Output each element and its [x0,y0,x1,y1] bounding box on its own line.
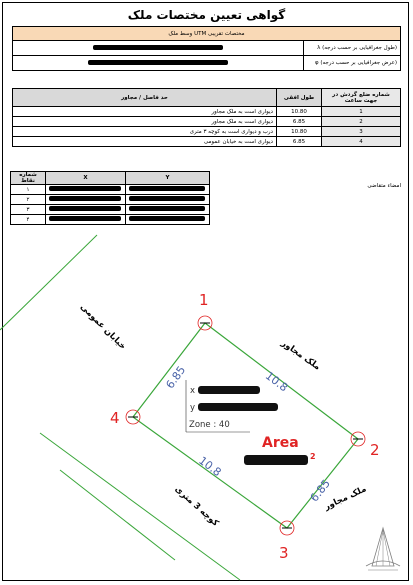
coords-label-lambda: (طول جغرافیایی بر حسب درجه) λ [304,41,401,56]
point-label-3: 3 [279,544,289,562]
point-label-2: 2 [370,441,380,459]
side-num: 1 [322,107,401,117]
side-num: 3 [322,127,401,137]
street-label-alley: کوچه 3 متری [172,484,221,529]
info-x-redacted [198,386,260,394]
page-title: گواهی تعیین مختصات ملک [127,8,286,22]
side-desc: دیواری است به خیابان عمومی [13,137,277,147]
side-desc: دیواری است به ملک مجاور [13,107,277,117]
edge-length-label: 6.85 [163,363,189,392]
info-y-label: y [190,403,196,413]
sides-header-length: طول افقی [277,89,322,107]
edge-length-label: 6.85 [307,477,333,505]
street-boundary-line [0,235,97,330]
neighbor-label-top: ملک مجاور [279,338,323,373]
applicant-signature-label: امضاء متقاضی [367,183,401,189]
info-x-label: x [190,386,196,396]
vertex-marker [126,410,140,424]
alley-boundary-line [60,470,175,560]
points-header-num: شماره نقاط [11,172,46,185]
point-num: ۲ [11,195,46,205]
vertex-marker [198,316,212,330]
points-header-x: X [46,172,126,185]
edge-length-label: 10.8 [262,369,291,395]
parcel-outline [133,323,358,528]
area-value-redacted [244,455,308,465]
side-desc: دیواری است به ملک مجاور [13,117,277,127]
side-length: 6.85 [277,117,322,127]
point-num: ۴ [11,215,46,225]
alley-boundary-line [40,433,240,580]
info-box [186,380,278,432]
neighbor-label-right: ملک مجاور [322,484,369,513]
point-num: ۳ [11,205,46,215]
area-unit-superscript: 2 [310,452,316,461]
vertex-marker [280,521,294,535]
coords-label-phi: (عرض جغرافیایی بر حسب درجه) φ [304,56,401,71]
side-length: 6.85 [277,137,322,147]
sides-header-num: شماره ضلع گردش در جهت ساعت [322,89,401,107]
zone-label: Zone : 40 [189,420,230,430]
side-length: 10.80 [277,127,322,137]
street-label-main: خیابان عمومی [78,302,128,352]
side-num: 4 [322,137,401,147]
edge-length-label: 10.8 [196,453,224,480]
coords-header: مختصات تقریبی UTM وسط ملک [13,27,401,41]
info-y-redacted [198,403,278,411]
points-header-y: Y [125,172,209,185]
side-desc: درب و دیواری است به کوچه ۳ متری [13,127,277,137]
sides-header-desc: حد فاصل / مجاور [13,89,277,107]
seal-logo [366,528,400,570]
area-label: Area [262,435,299,451]
point-num: ۱ [11,185,46,195]
point-label-4: 4 [110,409,120,427]
side-length: 10.80 [277,107,322,117]
vertex-marker [351,432,365,446]
point-label-1: 1 [199,291,209,309]
side-num: 2 [322,117,401,127]
